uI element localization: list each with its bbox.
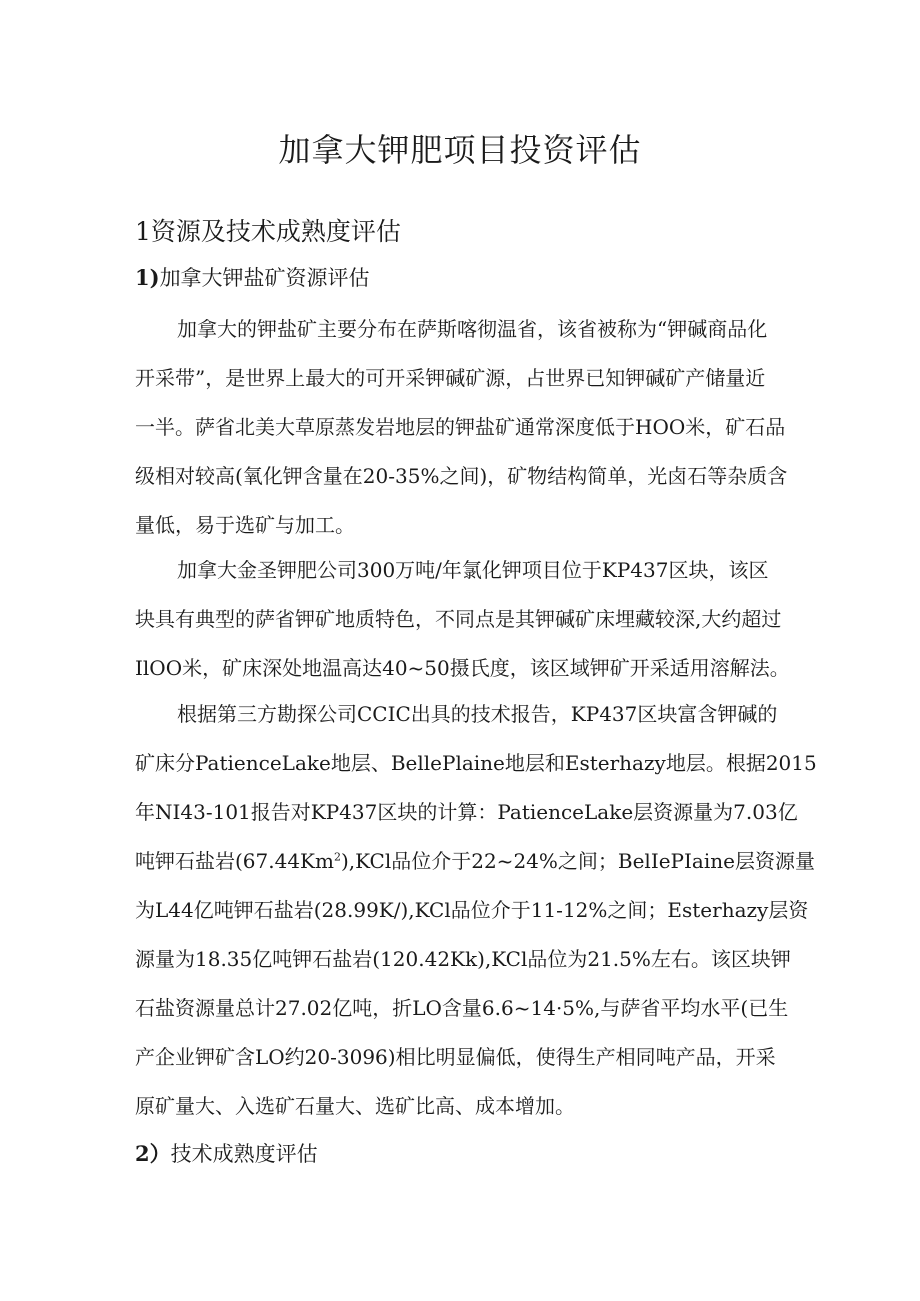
paragraph-line: 加拿大金圣钾肥公司300万吨/年氯化钾项目位于KP437区块，该区 — [177, 558, 769, 582]
paragraph-line: 矿床分PatienceLake地层、BellePlaine地层和Esterhazy地层。根据2015 — [135, 751, 817, 775]
paragraph-line — [135, 837, 815, 886]
superscript: 2 — [333, 850, 341, 864]
paragraph-line: 原矿量大、入选矿石量大、选矿比高、成本增加。 — [135, 1094, 575, 1118]
paragraph — [135, 546, 795, 693]
paragraph-line: 为L44亿吨钾石盐岩(28.99K/),KCl品位介于11-12%之间；Esterhazy层资 — [135, 898, 809, 922]
document-title: 加拿大钾肥项目投资评估 — [278, 131, 642, 169]
subsection-heading — [135, 1138, 318, 1170]
paragraph-line: IlOO米，矿床深处地温高达40~50摄氏度，该区域钾矿开采适用溶解法。 — [135, 656, 790, 680]
paragraph-line: 源量为18.35亿吨钾石盐岩(120.42Kk),KCl品位为21.5%左右。该区块钾 — [135, 947, 791, 971]
paragraph-line: 级相对较高(氧化钾含量在20-35%之间)，矿物结构简单，光卤石等杂质含 — [135, 464, 788, 488]
paragraph-line: 块具有典型的萨省钾矿地质特色，不同点是其钾碱矿床埋藏较深,大约超过 — [135, 607, 782, 631]
paragraph-line: 量低，易于选矿与加工。 — [135, 513, 355, 537]
paragraph-line: 根据第三方勘探公司CCIC出具的技术报告，KP437区块富含钾碱的 — [177, 702, 778, 726]
paragraph — [135, 305, 795, 550]
subsection-number: 1) — [135, 265, 160, 290]
paragraph-line: 加拿大的钾盐矿主要分布在萨斯喀彻温省，该省被称为“钾碱商品化 — [177, 317, 768, 341]
subsection-heading — [135, 262, 370, 294]
paragraph-line: 年NI43-101报告对KP437区块的计算：PatienceLake层资源量为7.03亿 — [135, 800, 798, 824]
line-text: ),KCl品位介于22~24%之间；BelIePIaine层资源量 — [340, 849, 815, 873]
paragraph-line: 产企业钾矿含LO约20-3096)相比明显偏低，使得生产相同吨产品，开采 — [135, 1045, 776, 1069]
section-heading: 1资源及技术成熟度评估 — [135, 217, 401, 246]
paragraph — [135, 690, 817, 1131]
paragraph-line: 石盐资源量总计27.02亿吨，折LO含量6.6~14·5%,与萨省平均水平(已生 — [135, 996, 789, 1020]
line-text: 吨钾石盐岩(67.44Km — [135, 849, 334, 873]
subsection-text: 技术成熟度评估 — [170, 1142, 318, 1166]
subsection-text: 加拿大钾盐矿资源评估 — [159, 266, 370, 290]
paragraph-line: 开采带”，是世界上最大的可开采钾碱矿源，占世界已知钾碱矿产储量近 — [135, 366, 766, 390]
paragraph-line: 一半。萨省北美大草原蒸发岩地层的钾盐矿通常深度低于HOO米，矿石品 — [135, 415, 786, 439]
subsection-number: 2） — [135, 1141, 171, 1166]
